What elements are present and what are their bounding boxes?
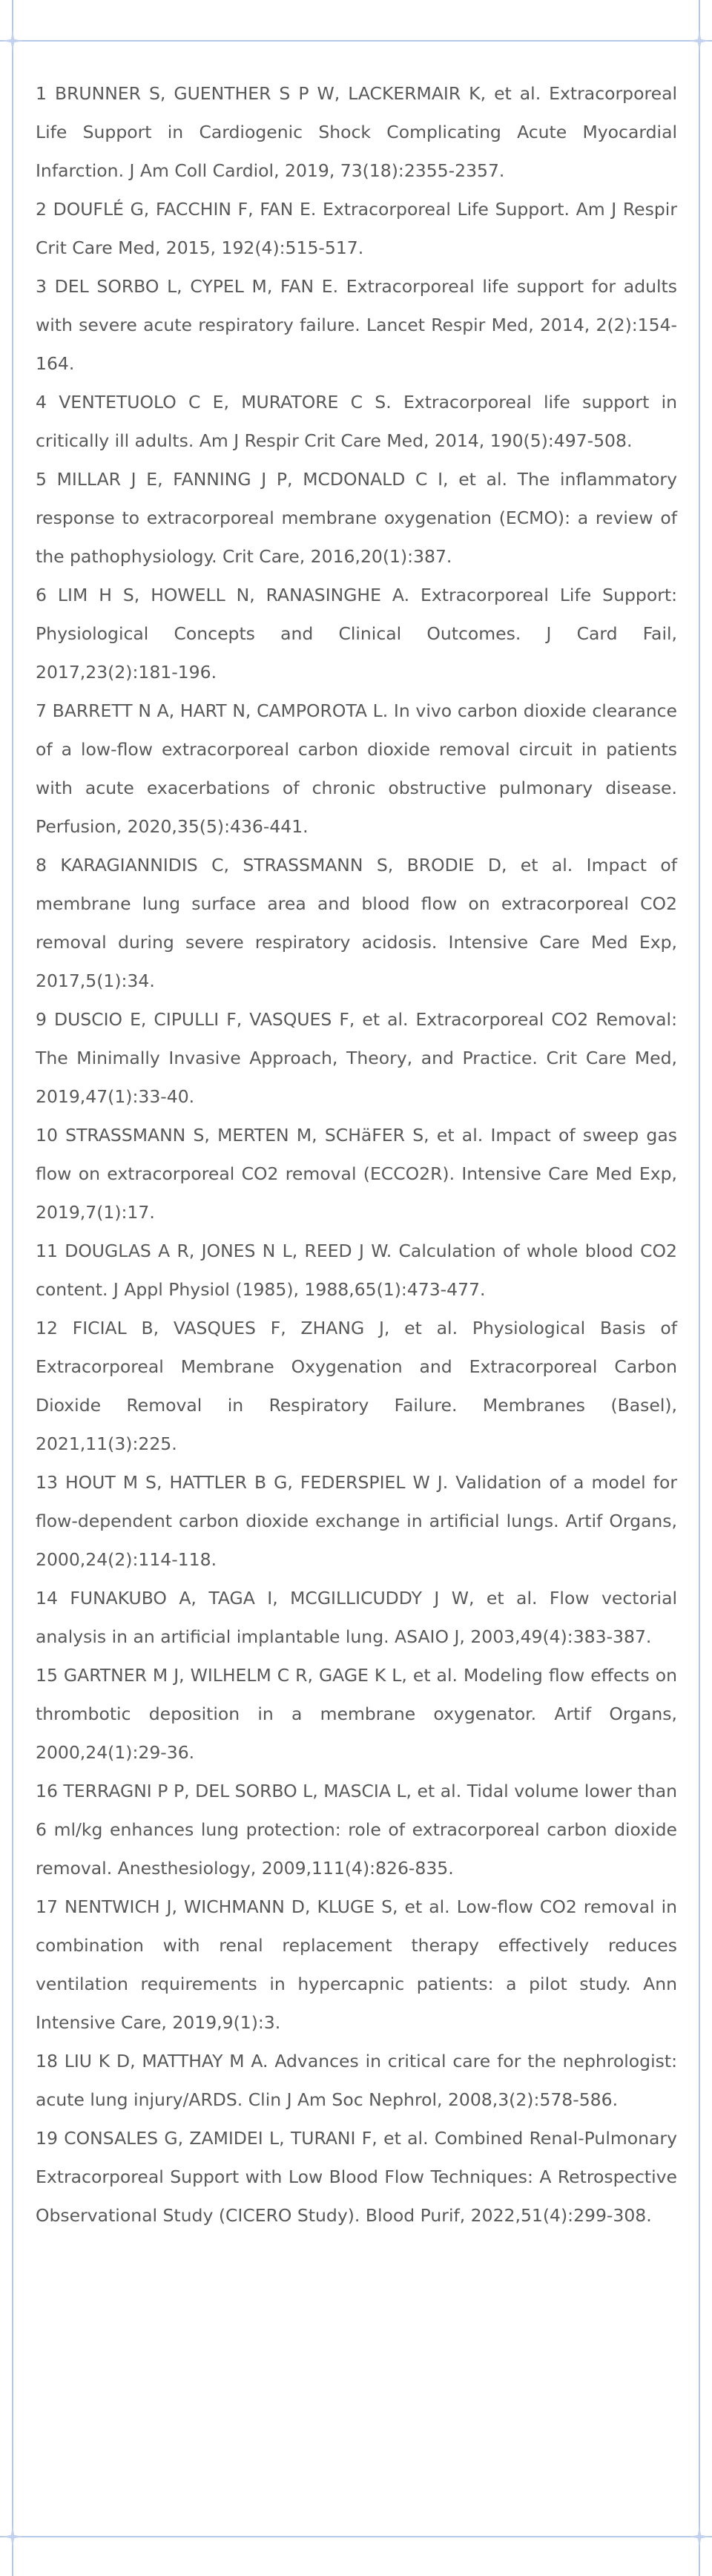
reference-item: 10 STRASSMANN S, MERTEN M, SCHäFER S, et al. Impact of sweep gas flow on extracorporeal CO2 removal (ECCO2R). Intensive Care Med Exp, 2019,7(1):17. xyxy=(36,1125,677,1223)
frame-bottom-line xyxy=(0,2536,712,2537)
reference-item: 5 MILLAR J E, FANNING J P, MCDONALD C I, et al. The inflammatory response to extracorporeal membrane oxygenation (ECMO): a review of the pathophysiology. Crit Care, 2016,20(1):387. xyxy=(36,469,677,567)
reference-item: 8 KARAGIANNIDIS C, STRASSMANN S, BRODIE D, et al. Impact of membrane lung surface area and blood flow on extracorporeal CO2 removal during severe respiratory acidosis. Intensive Care Med Exp, 2017,5(1):34. xyxy=(36,855,677,991)
reference-item: 18 LIU K D, MATTHAY M A. Advances in critical care for the nephrologist: acute lung injury/ARDS. Clin J Am Soc Nephrol, 2008,3(2):578-586. xyxy=(36,2051,677,2110)
reference-item: 1 BRUNNER S, GUENTHER S P W, LACKERMAIR K, et al. Extracorporeal Life Support in Cardiogenic Shock Complicating Acute Myocardial Infarction. J Am Coll Cardiol, 2019, 73(18):2355-2357. xyxy=(36,83,677,181)
frame-top-line xyxy=(0,40,712,42)
reference-item: 17 NENTWICH J, WICHMANN D, KLUGE S, et al. Low-flow CO2 removal in combination with renal replacement therapy effectively reduces ventilation requirements in hypercapnic patients: a pilot study. Ann Intensive Care, 2019,9(1):3. xyxy=(36,1896,677,2033)
reference-item: 9 DUSCIO E, CIPULLI F, VASQUES F, et al. Extracorporeal CO2 Removal: The Minimally Invasive Approach, Theory, and Practice. Crit Care Med, 2019,47(1):33-40. xyxy=(36,1009,677,1107)
reference-item: 6 LIM H S, HOWELL N, RANASINGHE A. Extracorporeal Life Support: Physiological Concepts and Clinical Outcomes. J Card Fail, 2017,23(2):181-196. xyxy=(36,585,677,683)
frame-right-line xyxy=(699,0,700,2576)
four-point-star-icon xyxy=(2,30,23,51)
four-point-star-icon xyxy=(2,2526,23,2547)
four-point-star-icon xyxy=(689,2526,710,2547)
reference-item: 11 DOUGLAS A R, JONES N L, REED J W. Calculation of whole blood CO2 content. J Appl Physiol (1985), 1988,65(1):473-477. xyxy=(36,1241,677,1300)
reference-item: 14 FUNAKUBO A, TAGA I, MCGILLICUDDY J W, et al. Flow vectorial analysis in an artificial implantable lung. ASAIO J, 2003,49(4):383-387. xyxy=(36,1588,677,1647)
reference-item: 12 FICIAL B, VASQUES F, ZHANG J, et al. Physiological Basis of Extracorporeal Membrane Oxygenation and Extracorporeal Carbon Dioxide Removal in Respiratory Failure. Membranes (Basel), 2021,11(3):225. xyxy=(36,1318,677,1454)
reference-item: 4 VENTETUOLO C E, MURATORE C S. Extracorporeal life support in critically ill adults. Am J Respir Crit Care Med, 2014, 190(5):497-508. xyxy=(36,392,677,451)
reference-item: 19 CONSALES G, ZAMIDEI L, TURANI F, et al. Combined Renal-Pulmonary Extracorporeal Support with Low Blood Flow Techniques: A Retrospective Observational Study (CICERO Study). Blood Purif, 2022,51(4):299-308. xyxy=(36,2128,677,2226)
reference-item: 16 TERRAGNI P P, DEL SORBO L, MASCIA L, et al. Tidal volume lower than 6 ml/kg enhances lung protection: role of extracorporeal carbon dioxide removal. Anesthesiology, 2009,111(4):826-835. xyxy=(36,1781,677,1879)
reference-item: 2 DOUFLÉ G, FACCHIN F, FAN E. Extracorporeal Life Support. Am J Respir Crit Care Med, 2015, 192(4):515-517. xyxy=(36,199,677,258)
frame-left-line xyxy=(12,0,13,2576)
four-point-star-icon xyxy=(689,30,710,51)
reference-item: 7 BARRETT N A, HART N, CAMPOROTA L. In vivo carbon dioxide clearance of a low-flow extracorporeal carbon dioxide removal circuit in patients with acute exacerbations of chronic obstructive pulmonary disease. Perfusion, 2020,35(5):436-441. xyxy=(36,700,677,837)
reference-item: 13 HOUT M S, HATTLER B G, FEDERSPIEL W J. Validation of a model for flow-dependent carbon dioxide exchange in artificial lungs. Artif Organs, 2000,24(2):114-118. xyxy=(36,1472,677,1570)
reference-list xyxy=(36,74,677,2235)
reference-item: 15 GARTNER M J, WILHELM C R, GAGE K L, et al. Modeling flow effects on thrombotic deposition in a membrane oxygenator. Artif Organs, 2000,24(1):29-36. xyxy=(36,1665,677,1763)
reference-item: 3 DEL SORBO L, CYPEL M, FAN E. Extracorporeal life support for adults with severe acute respiratory failure. Lancet Respir Med, 2014, 2(2):154-164. xyxy=(36,276,677,374)
